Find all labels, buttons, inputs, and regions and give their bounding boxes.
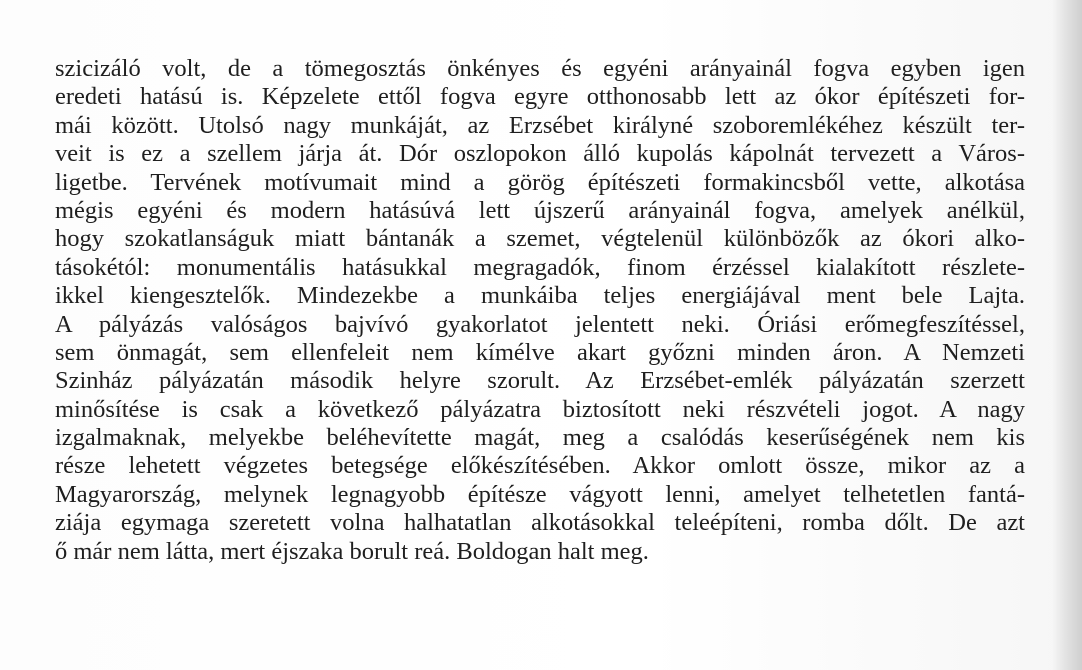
text-line-6: mégis egyéni és modern hatásúvá lett újszerű arányainál fogva, amelyek anélkül, (55, 196, 1025, 224)
text-line-2: eredeti hatású is. Képzelete ettől fogva egyre otthonosabb lett az ókor építészeti for- (55, 83, 1025, 111)
text-line-5: ligetbe. Tervének motívumait mind a görög építészeti formakincsből vette, alkotása (55, 168, 1025, 196)
text-line-10: A pályázás valóságos bajvívó gyakorlatot jelentett neki. Óriási erőmegfeszítéssel, (55, 310, 1025, 338)
text-line-14: izgalmaknak, melyekbe beléhevítette magát, meg a csalódás keserűségének nem kis (55, 424, 1025, 452)
page-edge-shadow (1052, 0, 1082, 670)
text-line-1: szicizáló volt, de a tömegosztás önkényes és egyéni arányainál fogva egyben igen (55, 55, 1025, 82)
body-paragraph (55, 55, 1025, 566)
text-line-12: Szinház pályázatán második helyre szorult. Az Erzsébet-emlék pályázatán szerzett (55, 367, 1025, 395)
text-line-11: sem önmagát, sem ellenfeleit nem kímélve akart győzni minden áron. A Nemzeti (55, 338, 1025, 366)
text-line-9: ikkel kiengesztelők. Mindezekbe a munkáiba teljes energiájával ment bele Lajta. (55, 282, 1025, 310)
text-line-18: ő már nem látta, mert éjszaka borult reá. Boldogan halt meg. (55, 537, 649, 565)
text-line-4: veit is ez a szellem járja át. Dór oszlopokon álló kupolás kápolnát tervezett a Város- (55, 140, 1025, 168)
text-line-16: Magyarország, melynek legnagyobb építésze vágyott lenni, amelyet telhetetlen fantá- (55, 480, 1025, 508)
text-line-7: hogy szokatlanságuk miatt bántanák a szemet, végtelenül különbözők az ókori alko- (55, 225, 1025, 253)
text-line-3: mái között. Utolsó nagy munkáját, az Erzsébet királyné szoboremlékéhez készült ter- (55, 111, 1025, 139)
text-line-8: tásokétól: monumentális hatásukkal megragadók, finom érzéssel kialakított részlete- (55, 253, 1025, 281)
text-line-17: ziája egymaga szeretett volna halhatatlan alkotásokkal teleépíteni, romba dőlt. De azt (55, 509, 1025, 537)
text-line-13: minősítése is csak a következő pályázatra biztosított neki részvételi jogot. A nagy (55, 395, 1025, 423)
text-line-15: része lehetett végzetes betegsége előkészítésében. Akkor omlott össze, mikor az a (55, 452, 1025, 480)
